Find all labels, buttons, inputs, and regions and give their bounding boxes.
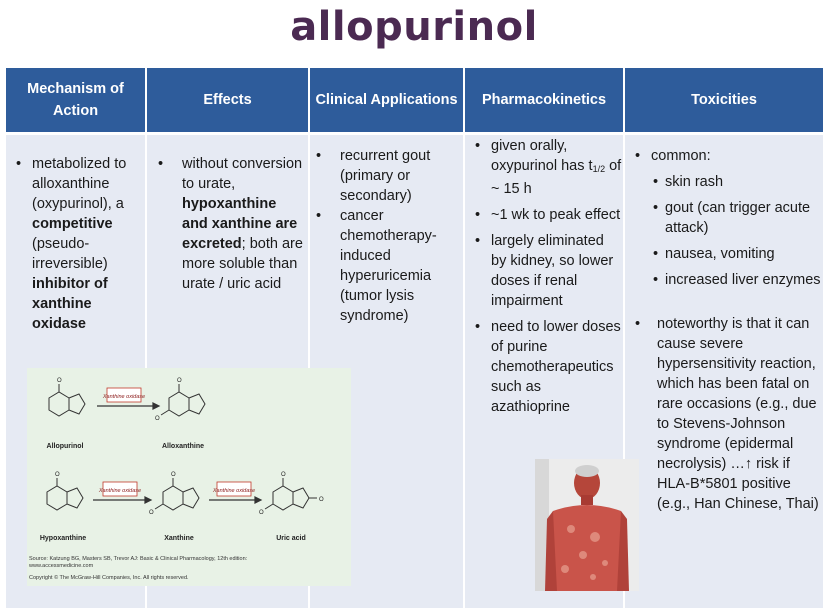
tox-item: • gout (can trigger acute attack)	[651, 198, 821, 238]
enzyme-label: Xanthine oxidase	[98, 488, 142, 494]
slide-title: allopurinol	[290, 4, 538, 50]
svg-text:O: O	[319, 497, 324, 503]
clinical-item: • cancer chemotherapy-induced hyperuricemia (tumor lysis syndrome)	[314, 206, 462, 326]
effects-cell	[156, 154, 306, 300]
enzyme-label: Xanthine oxidase	[102, 394, 146, 400]
effects-item: • without conversion to urate, hypoxanthine and xanthine are excreted; both are more soluble than urate / uric acid	[156, 154, 306, 294]
stevens-johnson-photo	[535, 459, 639, 591]
figure-source: Source: Katzung BG, Masters SB, Trevor AJ: Basic & Clinical Pharmacology, 12th edition: www.accessmedicine.com	[29, 556, 248, 569]
tox-item: • skin rash	[651, 172, 821, 192]
compound-label: Uric acid	[276, 535, 306, 542]
svg-text:O: O	[149, 510, 154, 516]
compound-label: Hypoxanthine	[39, 535, 87, 542]
toxicities-cell	[633, 146, 821, 520]
compound-label: Allopurinol	[46, 443, 84, 450]
svg-text:O: O	[177, 378, 182, 384]
svg-text:O: O	[171, 472, 176, 478]
clinical-item: • recurrent gout (primary or secondary)	[314, 146, 462, 206]
pk-item: • ~1 wk to peak effect	[473, 205, 623, 225]
tox-item: • increased liver enzymes	[651, 270, 821, 290]
mechanism-cell	[14, 154, 144, 340]
svg-text:O: O	[57, 378, 62, 384]
header-mechanism: Mechanism of Action	[6, 68, 145, 132]
mechanism-item: • metabolized to alloxanthine (oxypurinol), a competitive (pseudo-irreversible) inhibitor of xanthine oxidase	[14, 154, 144, 334]
tox-note: • noteworthy is that it can cause severe hypersensitivity reaction, which has been fatal on rare occasions (e.g., due to Stevens-Johnson syndrome (epidermal necrolysis) …↑ risk if HLA-B*5801 positive (e.g., Han Chinese, Thai)	[633, 314, 821, 514]
patient-photo-illustration	[535, 459, 639, 591]
compound-label: Alloxanthine	[161, 443, 205, 450]
header-pharmacokinetics: Pharmacokinetics	[465, 68, 623, 132]
compound-label: Xanthine	[164, 535, 194, 542]
figure-copyright: Copyright © The McGraw-Hill Companies, Inc. All rights reserved.	[29, 575, 189, 581]
clinical-cell	[314, 146, 462, 332]
tox-common: • common: • skin rash • gout (can trigger acute attack) • nausea, vomiting • increased liver enzymes	[633, 146, 821, 290]
pk-item: • given orally, oxypurinol has $t_{1/2}$ of ~ 15 h	[473, 136, 623, 199]
reaction-scheme	[27, 368, 351, 586]
header-toxicities: Toxicities	[625, 68, 823, 132]
svg-text:O: O	[281, 472, 286, 478]
tox-item: • nausea, vomiting	[651, 244, 821, 264]
header-effects: Effects	[147, 68, 308, 132]
svg-text:O: O	[155, 416, 160, 422]
svg-text:O: O	[259, 510, 264, 516]
purine-reaction-diagram	[27, 368, 351, 586]
enzyme-label: Xanthine oxidase	[212, 488, 256, 494]
pk-item: • need to lower doses of purine chemotherapeutics such as azathioprine	[473, 317, 623, 417]
pk-item: • largely eliminated by kidney, so lower doses if renal impairment	[473, 231, 623, 311]
svg-text:O: O	[55, 472, 60, 478]
header-clinical-applications: Clinical Applications	[310, 68, 463, 132]
pharmacokinetics-cell	[473, 136, 623, 423]
